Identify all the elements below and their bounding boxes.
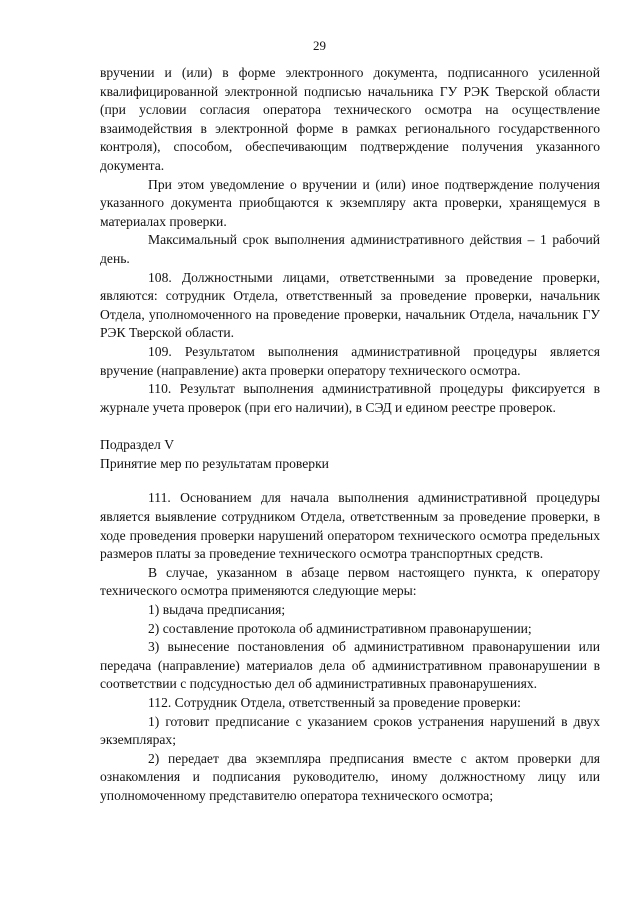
spacer: [100, 417, 600, 436]
spacer: [100, 473, 600, 489]
paragraph: В случае, указанном в абзаце первом настоящего пункта, к оператору технического осмотра применяются следующие меры:: [100, 564, 600, 599]
document-body: [100, 64, 600, 806]
paragraph: При этом уведомление о вручении и (или) иное подтверждение получения указанного документа приобщаются к экземпляру акта проверки, хранящемуся в материалах проверки.: [100, 176, 600, 229]
page-number: 29: [313, 38, 326, 53]
list-item: 1) выдача предписания;: [148, 602, 286, 618]
paragraph: 108. Должностными лицами, ответственными за проведение проверки, являются: сотрудник Отдела, ответственный за проведение проверки, начальник Отдела, уполномоченного на проведение проверки, начальник Отдела, начальник ГУ РЭК Тверской области.: [100, 269, 600, 341]
list-item: 2) передает два экземпляра предписания вместе с актом проверки для ознакомления и подписания руководителю, иному должностному лицу или уполномоченному представителю оператора технического осмотра;: [100, 750, 600, 803]
paragraph-continuation: вручении и (или) в форме электронного документа, подписанного усиленной квалифицированной электронной подписью начальника ГУ РЭК Тверской области (при условии согласия оператора технического осмотра на осуществление взаимодействия в электронной форме в рамках регионального государственного контроля), способом, обеспечивающим подтверждение получения указанного документа.: [100, 65, 600, 173]
list-item: 3) вынесение постановления об административном правонарушении или передача (направление) материалов дела об административном правонарушении в соответствии с подсудностью дел об административных правонарушениях.: [100, 639, 600, 692]
subsection-title: Подраздел V: [100, 437, 175, 453]
subsection-name: Принятие мер по результатам проверки: [100, 455, 329, 471]
list-item: 2) составление протокола об административном правонарушении;: [148, 620, 532, 636]
paragraph: Максимальный срок выполнения административного действия – 1 рабочий день.: [100, 232, 600, 266]
paragraph: 112. Сотрудник Отдела, ответственный за проведение проверки:: [148, 695, 521, 710]
paragraph: 111. Основанием для начала выполнения административной процедуры является выявление сотрудником Отдела, ответственным за проведение проверки, в ходе проведения проверки нарушений оператором технического осмотра предельных размеров платы за проведение технического осмотра транспортных средств.: [100, 490, 600, 562]
paragraph: 110. Результат выполнения административной процедуры фиксируется в журнале учета проверок (при его наличии), в СЭД и едином реестре проверок.: [100, 381, 600, 415]
paragraph: 109. Результатом выполнения административной процедуры является вручение (направление) акта проверки оператору технического осмотра.: [100, 343, 600, 378]
list-item: 1) готовит предписание с указанием сроков устранения нарушений в двух экземплярах;: [100, 713, 600, 748]
